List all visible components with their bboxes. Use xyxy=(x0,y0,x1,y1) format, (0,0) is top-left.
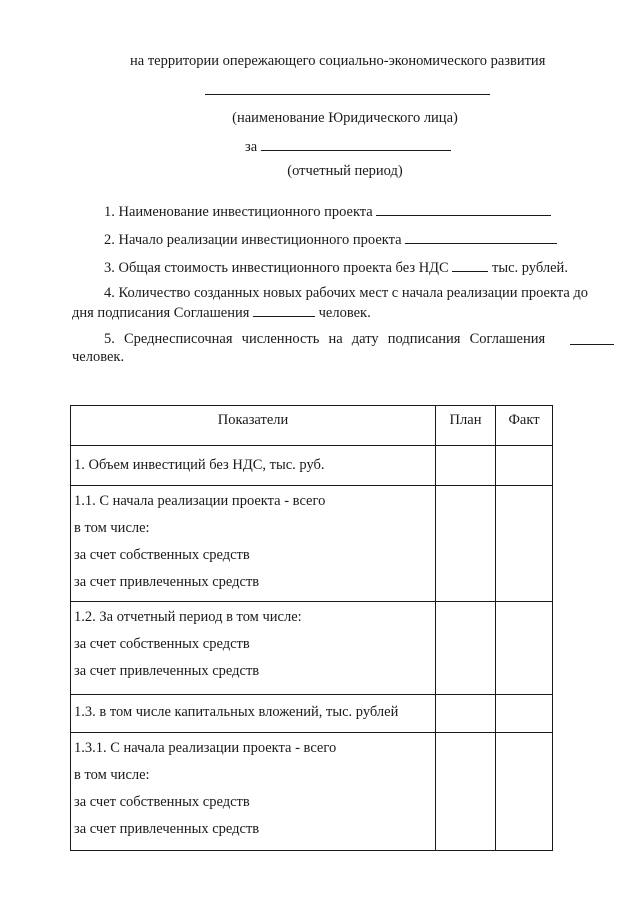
fact-cell xyxy=(496,486,553,602)
table-row xyxy=(71,446,553,486)
indicator-line: 1.3.1. С начала реализации проекта - всего xyxy=(74,740,337,756)
indicators-table xyxy=(70,405,553,851)
table-row xyxy=(71,486,553,602)
indicator-cell xyxy=(71,602,436,695)
header-plan: План xyxy=(436,406,496,446)
plan-cell xyxy=(436,602,496,695)
item-1-text: 1. Наименование инвестиционного проекта xyxy=(104,204,373,220)
item-4-blank xyxy=(253,302,315,317)
item-3-unit: тыс. рублей. xyxy=(491,260,568,276)
indicator-line: за счет привлеченных средств xyxy=(74,663,260,679)
item-4-line-2 xyxy=(72,302,371,322)
item-5-line-2: человек. xyxy=(72,349,125,365)
item-5-text: 5. Среднесписочная численность на дату подписания Соглашения xyxy=(104,331,546,347)
header-fact: Факт xyxy=(496,406,553,446)
header-indicators: Показатели xyxy=(71,406,436,446)
item-5-blank xyxy=(570,330,614,345)
indicator-line: 1.2. За отчетный период в том числе: xyxy=(74,609,302,625)
item-3-blank xyxy=(452,257,488,272)
entity-name-blank xyxy=(205,94,490,95)
indicator-cell xyxy=(71,733,436,851)
fact-cell xyxy=(496,695,553,733)
indicator-line: в том числе: xyxy=(74,520,150,536)
period-blank xyxy=(261,136,451,151)
indicator-line: за счет собственных средств xyxy=(74,547,250,563)
fact-cell xyxy=(496,446,553,486)
item-4-line-1: 4. Количество созданных новых рабочих мест с начала реализации проекта до xyxy=(104,285,589,301)
entity-name-label: (наименование Юридического лица) xyxy=(232,110,458,126)
item-1 xyxy=(104,201,551,221)
table-row xyxy=(71,602,553,695)
period-row xyxy=(245,136,451,156)
item-4-text: дня подписания Соглашения xyxy=(72,305,250,321)
item-4-unit: человек. xyxy=(318,305,371,321)
indicator-line: 1.3. в том числе капитальных вложений, тыс. рублей xyxy=(74,704,399,720)
indicator-line: 1.1. С начала реализации проекта - всего xyxy=(74,493,326,509)
table-row xyxy=(71,733,553,851)
fact-cell xyxy=(496,733,553,851)
fact-cell xyxy=(496,602,553,695)
indicator-cell xyxy=(71,446,436,486)
indicator-line: 1. Объем инвестиций без НДС, тыс. руб. xyxy=(74,457,325,473)
indicator-line: за счет привлеченных средств xyxy=(74,821,260,837)
indicator-line: за счет собственных средств xyxy=(74,636,250,652)
table-header-row xyxy=(71,406,553,446)
item-1-blank xyxy=(376,201,551,216)
period-prefix: за xyxy=(245,139,258,155)
indicator-line: за счет собственных средств xyxy=(74,794,250,810)
indicator-line: в том числе: xyxy=(74,767,150,783)
period-label: (отчетный период) xyxy=(287,163,403,179)
indicator-cell xyxy=(71,486,436,602)
table-row xyxy=(71,695,553,733)
plan-cell xyxy=(436,733,496,851)
indicator-line: за счет привлеченных средств xyxy=(74,574,260,590)
plan-cell xyxy=(436,486,496,602)
item-3 xyxy=(104,257,568,277)
item-2-text: 2. Начало реализации инвестиционного проекта xyxy=(104,232,402,248)
item-3-text: 3. Общая стоимость инвестиционного проекта без НДС xyxy=(104,260,449,276)
plan-cell xyxy=(436,446,496,486)
item-2-blank xyxy=(405,229,557,244)
indicator-cell xyxy=(71,695,436,733)
item-2 xyxy=(104,229,557,249)
territory-heading: на территории опережающего социально-экономического развития xyxy=(130,53,546,69)
plan-cell xyxy=(436,695,496,733)
item-5-line-1 xyxy=(104,330,614,348)
